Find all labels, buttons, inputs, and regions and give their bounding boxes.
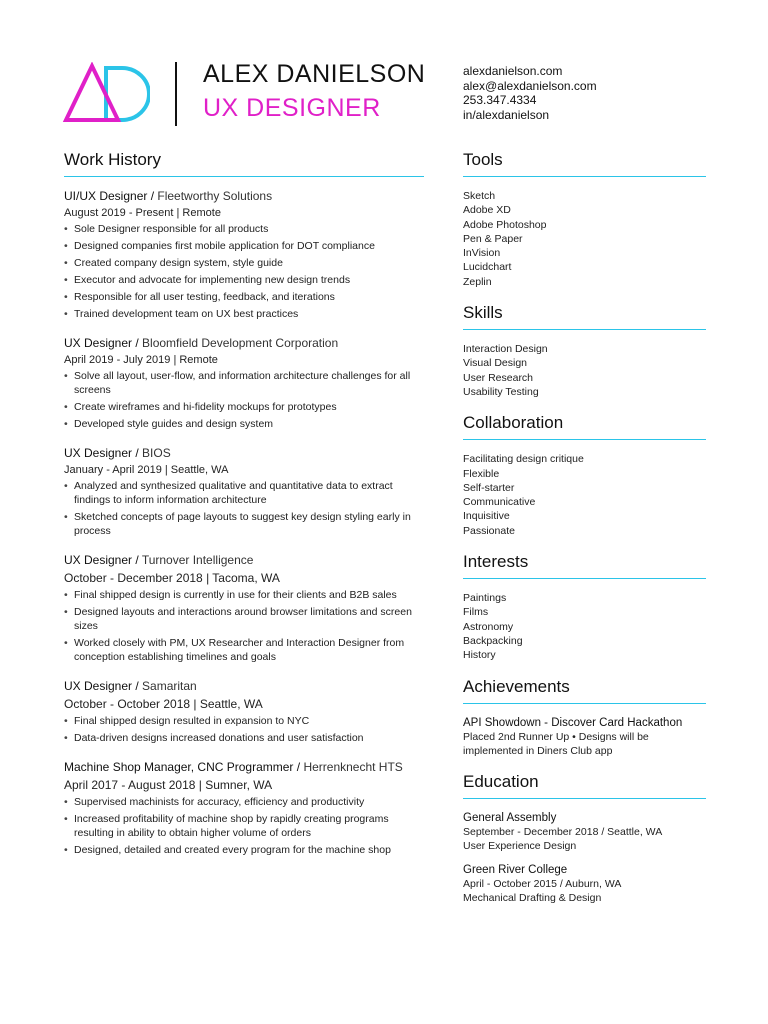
job-bullet: • Developed style guides and design system bbox=[64, 417, 424, 431]
achievement-heading: API Showdown - Discover Card Hackathon bbox=[463, 716, 683, 729]
tool-item: Pen & Paper bbox=[463, 232, 523, 245]
job-bullet: • Sketched concepts of page layouts to suggest key design styling early in process bbox=[64, 510, 424, 538]
job-bullet: • Final shipped design is currently in use for their clients and B2B sales bbox=[64, 588, 424, 602]
job-title: UX Designer / BIOS bbox=[64, 446, 171, 460]
job-bullet: • Designed companies first mobile application for DOT compliance bbox=[64, 239, 424, 253]
linkedin-handle[interactable]: in/alexdanielson bbox=[463, 107, 550, 122]
education-section bbox=[463, 772, 706, 905]
achievements-title: Achievements bbox=[463, 677, 706, 704]
job-date: January - April 2019 | Seattle, WA bbox=[64, 464, 229, 476]
interest-item: Films bbox=[463, 606, 489, 619]
job-title: UX Designer / Bloomfield Development Corporation bbox=[64, 336, 339, 350]
skill-item: User Research bbox=[463, 371, 534, 384]
job-bullet: • Executor and advocate for implementing new design trends bbox=[64, 273, 424, 287]
job-date: October - December 2018 | Tacoma, WA bbox=[64, 571, 280, 585]
job-bullet: • Analyzed and synthesized qualitative and quantitative data to extract findings to inform information architecture bbox=[64, 479, 424, 507]
job-bullet: • Solve all layout, user-flow, and information architecture challenges for all screens bbox=[64, 369, 424, 397]
skills-title: Skills bbox=[463, 303, 706, 330]
job-title: Machine Shop Manager, CNC Programmer / Herrenknecht HTS bbox=[64, 760, 403, 774]
job-bullets bbox=[64, 479, 424, 538]
tools-list bbox=[463, 189, 706, 289]
collaboration-item: Inquisitive bbox=[463, 510, 510, 523]
job-entry bbox=[64, 679, 424, 745]
tool-item: Sketch bbox=[463, 190, 496, 202]
interests-title: Interests bbox=[463, 552, 706, 579]
phone-number: 253.347.4334 bbox=[463, 93, 537, 107]
skills-section bbox=[463, 303, 706, 399]
job-bullet: • Supervised machinists for accuracy, efficiency and productivity bbox=[64, 795, 424, 809]
collaboration-item: Communicative bbox=[463, 496, 536, 509]
ad-monogram-logo bbox=[62, 62, 150, 124]
work-history-title: Work History bbox=[64, 150, 424, 177]
job-bullet: • Designed, detailed and created every program for the machine shop bbox=[64, 843, 424, 857]
job-bullet: • Sole Designer responsible for all products bbox=[64, 222, 424, 236]
job-entry bbox=[64, 760, 424, 857]
job-date: April 2017 - August 2018 | Sumner, WA bbox=[64, 778, 273, 792]
interest-item: Astronomy bbox=[463, 620, 514, 633]
tool-item: InVision bbox=[463, 247, 501, 260]
contact-info bbox=[463, 64, 597, 122]
job-entry bbox=[64, 336, 424, 431]
tool-item: Lucidchart bbox=[463, 261, 512, 274]
website-link[interactable]: alexdanielson.com bbox=[463, 64, 563, 78]
job-bullet: • Worked closely with PM, UX Researcher and Interaction Designer from conception establishing timelines and goals bbox=[64, 636, 424, 664]
job-date: August 2019 - Present | Remote bbox=[64, 207, 221, 219]
job-bullets bbox=[64, 588, 424, 664]
job-bullet: • Designed layouts and interactions around browser limitations and screen sizes bbox=[64, 605, 424, 633]
interest-item: Backpacking bbox=[463, 634, 523, 647]
skill-item: Usability Testing bbox=[463, 385, 539, 398]
job-bullet: • Responsible for all user testing, feedback, and iterations bbox=[64, 290, 424, 304]
education-program: User Experience Design bbox=[463, 840, 577, 853]
education-title: Education bbox=[463, 772, 706, 799]
job-date: October - October 2018 | Seattle, WA bbox=[64, 697, 263, 711]
achievements-section bbox=[463, 677, 706, 759]
job-bullets bbox=[64, 369, 424, 431]
job-bullet: • Data-driven designs increased donations and user satisfaction bbox=[64, 731, 424, 745]
education-dates: April - October 2015 / Auburn, WA bbox=[463, 877, 622, 890]
interests-section bbox=[463, 552, 706, 662]
school-name: General Assembly bbox=[463, 812, 557, 825]
education-program: Mechanical Drafting & Design bbox=[463, 892, 602, 905]
email-link[interactable]: alex@alexdanielson.com bbox=[463, 78, 597, 93]
job-entry bbox=[64, 189, 424, 321]
education-dates: September - December 2018 / Seattle, WA bbox=[463, 826, 663, 839]
collaboration-title: Collaboration bbox=[463, 413, 706, 440]
collaboration-list bbox=[463, 452, 706, 538]
interests-list bbox=[463, 591, 706, 662]
tool-item: Adobe Photoshop bbox=[463, 218, 547, 231]
skill-item: Visual Design bbox=[463, 357, 528, 370]
collaboration-item: Passionate bbox=[463, 524, 515, 537]
job-bullet: • Trained development team on UX best practices bbox=[64, 307, 424, 321]
job-entry bbox=[64, 553, 424, 664]
work-history-section bbox=[64, 150, 424, 872]
job-bullets bbox=[64, 222, 424, 321]
tool-item: Adobe XD bbox=[463, 204, 511, 217]
tools-section bbox=[463, 150, 706, 289]
job-date: April 2019 - July 2019 | Remote bbox=[64, 354, 218, 366]
job-bullet: • Increased profitability of machine shop by rapidly creating programs resulting in ability to obtain higher volume of orders bbox=[64, 812, 424, 840]
collaboration-item: Facilitating design critique bbox=[463, 453, 584, 466]
candidate-name: ALEX DANIELSON bbox=[203, 60, 426, 88]
education-entry bbox=[463, 811, 706, 854]
interest-item: History bbox=[463, 649, 496, 662]
header-divider bbox=[175, 62, 177, 126]
skills-list bbox=[463, 342, 706, 399]
tool-item: Zeplin bbox=[463, 275, 492, 288]
collaboration-section bbox=[463, 413, 706, 538]
achievement-description: Placed 2nd Runner Up • Designs will be implemented in Diners Club app bbox=[463, 730, 649, 757]
job-title: UX Designer / Turnover Intelligence bbox=[64, 553, 254, 567]
job-title: UI/UX Designer / Fleetworthy Solutions bbox=[64, 189, 273, 203]
tools-title: Tools bbox=[463, 150, 706, 177]
skill-item: Interaction Design bbox=[463, 343, 548, 356]
candidate-role: UX DESIGNER bbox=[203, 94, 381, 122]
collaboration-item: Self-starter bbox=[463, 481, 515, 494]
job-bullets bbox=[64, 795, 424, 857]
interest-item: Paintings bbox=[463, 592, 507, 605]
job-bullets bbox=[64, 714, 424, 745]
job-bullet: • Created company design system, style guide bbox=[64, 256, 424, 270]
sidebar-column bbox=[463, 150, 706, 919]
job-bullet: • Final shipped design resulted in expansion to NYC bbox=[64, 714, 424, 728]
collaboration-item: Flexible bbox=[463, 467, 500, 480]
job-title: UX Designer / Samaritan bbox=[64, 679, 197, 693]
education-entry bbox=[463, 863, 706, 906]
job-bullet: • Create wireframes and hi-fidelity mockups for prototypes bbox=[64, 400, 424, 414]
school-name: Green River College bbox=[463, 863, 568, 876]
job-entry bbox=[64, 446, 424, 538]
